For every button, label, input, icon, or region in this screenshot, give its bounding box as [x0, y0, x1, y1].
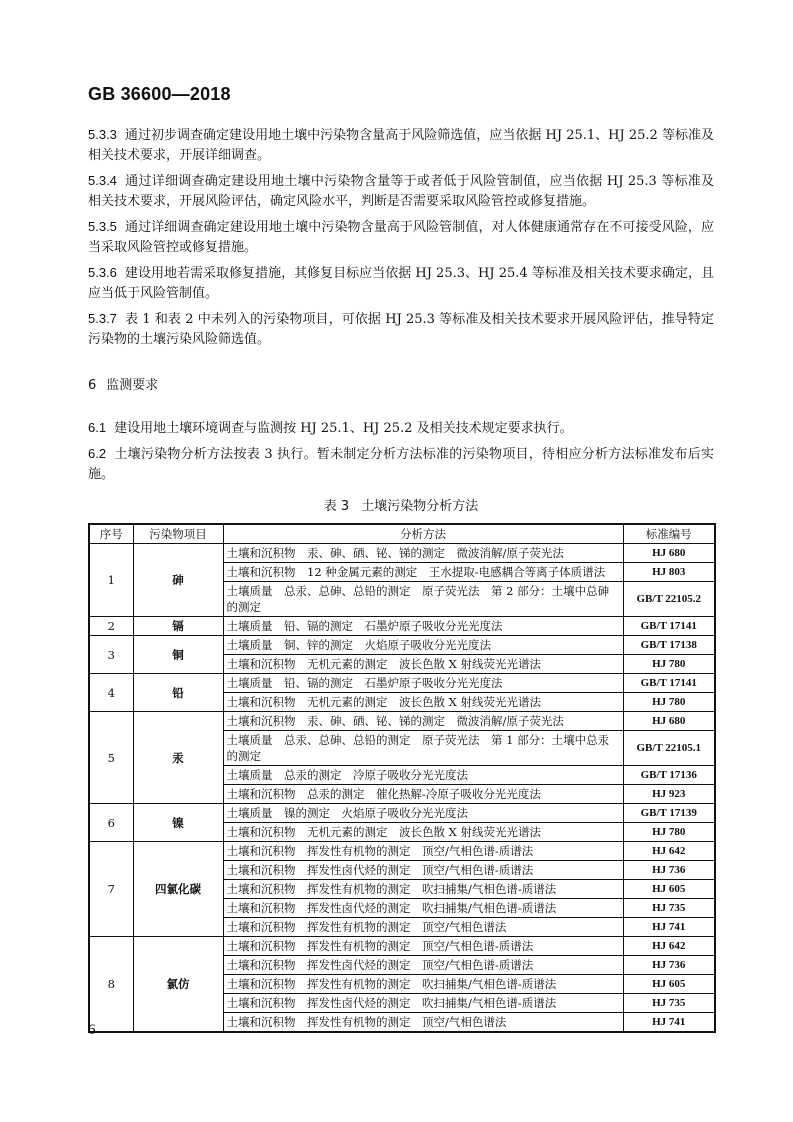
analysis-method: 土壤和沉积物 12 种金属元素的测定 王水提取-电感耦合等离子体质谱法 — [223, 563, 623, 582]
pollutant-item: 汞 — [133, 712, 223, 804]
analysis-methods-table — [88, 523, 716, 1033]
clause-text: 通过详细调查确定建设用地土壤中污染物含量等于或者低于风险管制值，应当依据 HJ 25.3 等标准及相关技术要求，开展风险评估，确定风险水平，判断是否需要采取风险管控或修复措施。 — [88, 174, 714, 209]
standard-number: HJ 736 — [623, 956, 715, 975]
standard-number: HJ 735 — [623, 899, 715, 918]
standard-number: GB/T 22105.2 — [623, 582, 715, 617]
standard-number: HJ 605 — [623, 880, 715, 899]
standard-number: HJ 803 — [623, 563, 715, 582]
table-row — [89, 636, 715, 655]
header-standard: 标准编号 — [623, 524, 715, 544]
analysis-method: 土壤质量 镍的测定 火焰原子吸收分光光度法 — [223, 804, 623, 823]
header-item: 污染物项目 — [133, 524, 223, 544]
table-header-row — [89, 524, 715, 544]
standard-number: HJ 680 — [623, 712, 715, 731]
clause-text: 土壤污染物分析方法按表 3 执行。暂未制定分析方法标准的污染物项目，待相应分析方法标准发布后实施。 — [88, 447, 714, 482]
pollutant-item: 砷 — [133, 544, 223, 617]
clause-number: 6.1 — [88, 420, 107, 435]
standard-number: HJ 605 — [623, 975, 715, 994]
pollutant-item: 氯仿 — [133, 937, 223, 1033]
table-row — [89, 617, 715, 636]
analysis-method: 土壤和沉积物 汞、砷、硒、铋、锑的测定 微波消解/原子荧光法 — [223, 544, 623, 563]
standard-number: HJ 642 — [623, 937, 715, 956]
standard-number: GB/T 17138 — [623, 636, 715, 655]
standard-number: HJ 680 — [623, 544, 715, 563]
standard-number: HJ 780 — [623, 655, 715, 674]
analysis-method: 土壤和沉积物 挥发性有机物的测定 顶空/气相色谱-质谱法 — [223, 937, 623, 956]
row-number: 7 — [89, 842, 133, 937]
analysis-method: 土壤和沉积物 挥发性卤代烃的测定 吹扫捕集/气相色谱-质谱法 — [223, 994, 623, 1013]
standard-number: HJ 642 — [623, 842, 715, 861]
clause — [88, 263, 714, 304]
standard-id-header: GB 36600—2018 — [88, 84, 231, 104]
table-row — [89, 937, 715, 956]
standard-number: GB/T 17139 — [623, 804, 715, 823]
analysis-method: 土壤质量 铅、镉的测定 石墨炉原子吸收分光光度法 — [223, 617, 623, 636]
analysis-method: 土壤和沉积物 无机元素的测定 波长色散 X 射线荧光光谱法 — [223, 655, 623, 674]
header-method: 分析方法 — [223, 524, 623, 544]
clause-number: 5.3.5 — [88, 219, 117, 234]
clause-number: 5.3.4 — [88, 173, 117, 188]
row-number: 2 — [89, 617, 133, 636]
analysis-method: 土壤和沉积物 挥发性有机物的测定 吹扫捕集/气相色谱-质谱法 — [223, 975, 623, 994]
analysis-method: 土壤和沉积物 挥发性有机物的测定 顶空/气相色谱-质谱法 — [223, 842, 623, 861]
standard-number: GB/T 22105.1 — [623, 731, 715, 766]
table-row — [89, 544, 715, 563]
document-body — [88, 125, 714, 1033]
analysis-method: 土壤和沉积物 挥发性卤代烃的测定 吹扫捕集/气相色谱-质谱法 — [223, 899, 623, 918]
row-number: 3 — [89, 636, 133, 674]
section-heading — [88, 376, 714, 396]
pollutant-item: 镉 — [133, 617, 223, 636]
table-label: 表 3 — [323, 499, 350, 514]
pollutant-item: 铜 — [133, 636, 223, 674]
standard-number: HJ 741 — [623, 918, 715, 937]
analysis-method: 土壤和沉积物 挥发性有机物的测定 吹扫捕集/气相色谱-质谱法 — [223, 880, 623, 899]
standard-number: HJ 780 — [623, 823, 715, 842]
pollutant-item: 镍 — [133, 804, 223, 842]
standard-number: HJ 735 — [623, 994, 715, 1013]
clause-text: 通过详细调查确定建设用地土壤中污染物含量高于风险管制值，对人体健康通常存在不可接受风险，应当采取风险管控或修复措施。 — [88, 220, 714, 255]
table-body — [89, 544, 715, 1033]
clause — [88, 309, 714, 350]
standard-number: HJ 923 — [623, 785, 715, 804]
analysis-method: 土壤质量 总汞的测定 冷原子吸收分光光度法 — [223, 766, 623, 785]
table-title: 土壤污染物分析方法 — [361, 499, 479, 514]
clause-text: 建设用地若需采取修复措施，其修复目标应当依据 HJ 25.3、HJ 25.4 等标准及相关技术要求确定，且应当低于风险管制值。 — [88, 266, 714, 301]
table-row — [89, 712, 715, 731]
table-row — [89, 842, 715, 861]
header-no: 序号 — [89, 524, 133, 544]
analysis-method: 土壤和沉积物 汞、砷、硒、铋、锑的测定 微波消解/原子荧光法 — [223, 712, 623, 731]
standard-number: HJ 741 — [623, 1013, 715, 1033]
clause-text: 表 1 和表 2 中未列入的污染物项目，可依据 HJ 25.3 等标准及相关技术要求开展风险评估，推导特定污染物的土壤污染风险筛选值。 — [88, 312, 714, 347]
row-number: 5 — [89, 712, 133, 804]
row-number: 6 — [89, 804, 133, 842]
clause — [88, 418, 714, 439]
table-row — [89, 674, 715, 693]
analysis-method: 土壤质量 总汞、总砷、总铅的测定 原子荧光法 第 2 部分：土壤中总砷的测定 — [223, 582, 623, 617]
clause — [88, 444, 714, 485]
clause-list-6 — [88, 418, 714, 485]
clause-number: 5.3.7 — [88, 311, 117, 326]
analysis-method: 土壤和沉积物 挥发性有机物的测定 顶空/气相色谱法 — [223, 1013, 623, 1033]
row-number: 8 — [89, 937, 133, 1033]
clause-text: 通过初步调查确定建设用地土壤中污染物含量高于风险筛选值，应当依据 HJ 25.1、HJ 25.2 等标准及相关技术要求，开展详细调查。 — [88, 128, 714, 163]
analysis-method: 土壤和沉积物 挥发性卤代烃的测定 顶空/气相色谱-质谱法 — [223, 861, 623, 880]
analysis-method: 土壤和沉积物 挥发性卤代烃的测定 顶空/气相色谱-质谱法 — [223, 956, 623, 975]
standard-number: GB/T 17136 — [623, 766, 715, 785]
clause-number: 5.3.6 — [88, 265, 117, 280]
clause-number: 5.3.3 — [88, 127, 117, 142]
analysis-method: 土壤和沉积物 无机元素的测定 波长色散 X 射线荧光光谱法 — [223, 693, 623, 712]
clause — [88, 217, 714, 258]
table-caption — [88, 497, 714, 517]
clause — [88, 125, 714, 166]
clause-number: 6.2 — [88, 446, 107, 461]
clause-text: 建设用地土壤环境调查与监测按 HJ 25.1、HJ 25.2 及相关技术规定要求执行。 — [114, 421, 573, 436]
analysis-method: 土壤和沉积物 无机元素的测定 波长色散 X 射线荧光光谱法 — [223, 823, 623, 842]
row-number: 1 — [89, 544, 133, 617]
pollutant-item: 铅 — [133, 674, 223, 712]
analysis-method: 土壤和沉积物 挥发性有机物的测定 顶空/气相色谱法 — [223, 918, 623, 937]
standard-number: HJ 736 — [623, 861, 715, 880]
section-number: 6 — [88, 378, 97, 393]
analysis-method: 土壤质量 铅、镉的测定 石墨炉原子吸收分光光度法 — [223, 674, 623, 693]
standard-number: GB/T 17141 — [623, 674, 715, 693]
standard-number: GB/T 17141 — [623, 617, 715, 636]
analysis-method: 土壤和沉积物 总汞的测定 催化热解-冷原子吸收分光光度法 — [223, 785, 623, 804]
table-row — [89, 804, 715, 823]
section-title: 监测要求 — [106, 378, 159, 393]
clause-list-5 — [88, 125, 714, 350]
clause — [88, 171, 714, 212]
row-number: 4 — [89, 674, 133, 712]
analysis-method: 土壤质量 总汞、总砷、总铅的测定 原子荧光法 第 1 部分：土壤中总汞的测定 — [223, 731, 623, 766]
analysis-method: 土壤质量 铜、锌的测定 火焰原子吸收分光光度法 — [223, 636, 623, 655]
page-number: 6 — [88, 1022, 96, 1038]
standard-number: HJ 780 — [623, 693, 715, 712]
pollutant-item: 四氯化碳 — [133, 842, 223, 937]
